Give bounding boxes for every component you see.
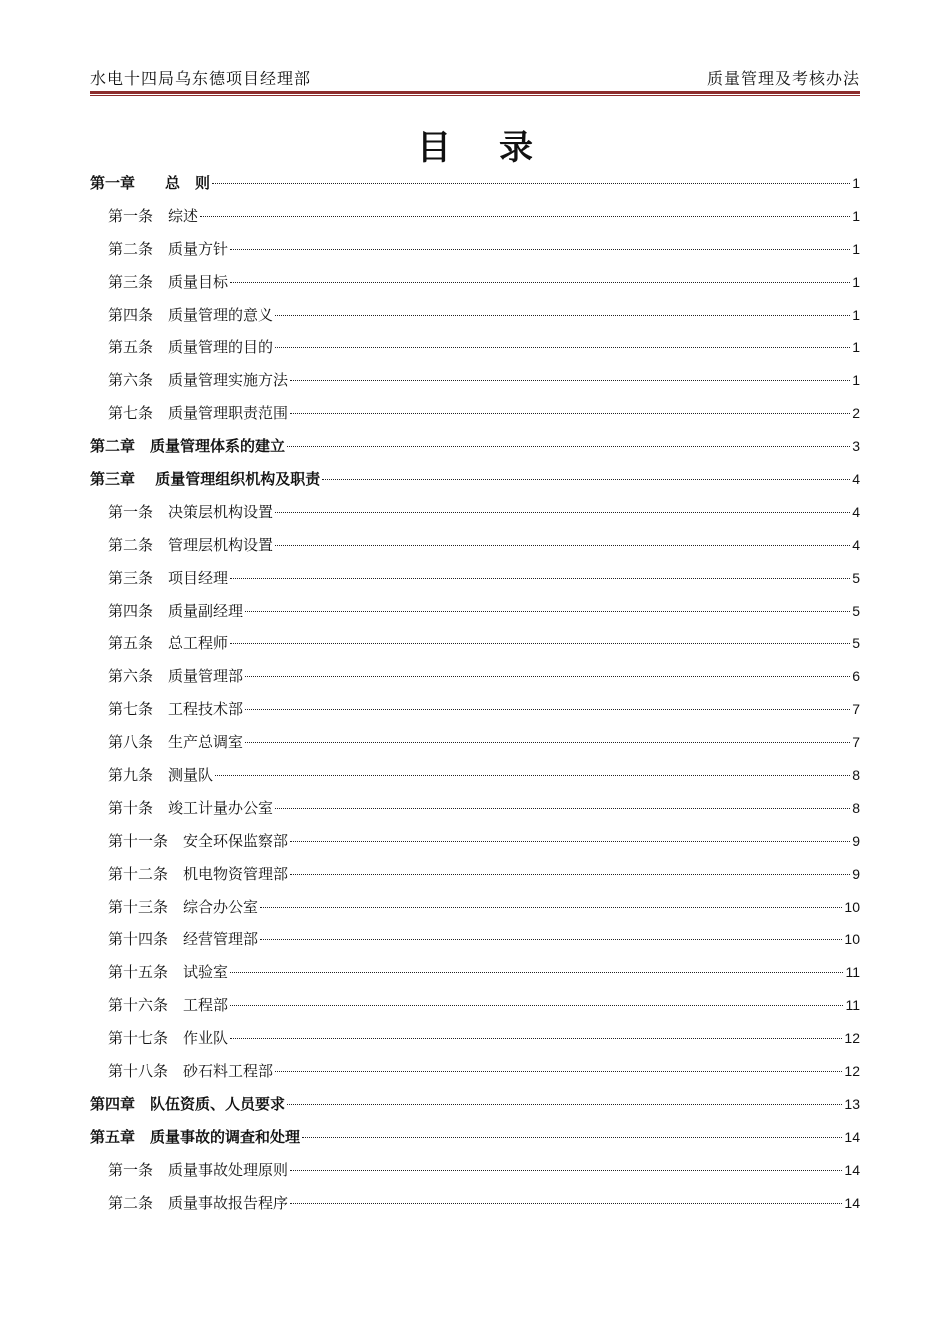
toc-entry-label: 第八条 生产总调室 — [108, 733, 244, 752]
toc-page-number: 3 — [852, 438, 860, 455]
toc-article-entry[interactable] — [90, 726, 860, 759]
toc-article-entry[interactable] — [90, 529, 860, 562]
toc-page-number: 8 — [852, 767, 860, 784]
toc-dot-leader — [290, 1203, 842, 1204]
toc-article-entry[interactable] — [90, 266, 860, 299]
toc-chapter-entry[interactable] — [90, 430, 860, 463]
toc-article-entry[interactable] — [90, 660, 860, 693]
toc-dot-leader — [287, 446, 850, 447]
table-of-contents — [90, 167, 860, 1220]
toc-page-number: 14 — [844, 1128, 860, 1145]
toc-dot-leader — [245, 709, 850, 710]
toc-entry-label: 第五条 总工程师 — [108, 634, 229, 653]
toc-chapter-entry[interactable] — [90, 1088, 860, 1121]
toc-page-number: 7 — [852, 701, 860, 718]
toc-dot-leader — [230, 578, 850, 579]
toc-entry-label: 第二章 质量管理体系的建立 — [90, 437, 286, 456]
toc-page-number: 12 — [844, 1030, 860, 1047]
toc-page-number: 1 — [852, 339, 860, 356]
toc-article-entry[interactable] — [90, 1187, 860, 1220]
toc-page-number: 14 — [844, 1194, 860, 1211]
toc-dot-leader — [230, 1005, 843, 1006]
toc-dot-leader — [290, 841, 850, 842]
toc-dot-leader — [275, 808, 850, 809]
toc-dot-leader — [260, 907, 842, 908]
toc-article-entry[interactable] — [90, 891, 860, 924]
toc-dot-leader — [230, 643, 850, 644]
toc-article-entry[interactable] — [90, 759, 860, 792]
toc-article-entry[interactable] — [90, 956, 860, 989]
toc-entry-label: 第六条 质量管理部 — [108, 667, 244, 686]
toc-article-entry[interactable] — [90, 792, 860, 825]
toc-page-number: 4 — [852, 471, 860, 488]
toc-article-entry[interactable] — [90, 562, 860, 595]
toc-chapter-entry[interactable] — [90, 167, 860, 200]
toc-page-number: 1 — [852, 306, 860, 323]
toc-chapter-entry[interactable] — [90, 463, 860, 496]
toc-dot-leader — [290, 1170, 842, 1171]
toc-dot-leader — [275, 545, 850, 546]
toc-entry-label: 第四章 队伍资质、人员要求 — [90, 1094, 286, 1113]
toc-entry-label: 第二条 质量事故报告程序 — [108, 1193, 289, 1212]
toc-entry-label: 第五条 质量管理的目的 — [108, 338, 274, 357]
toc-entry-label: 第六条 质量管理实施方法 — [108, 371, 289, 390]
toc-article-entry[interactable] — [90, 693, 860, 726]
toc-page-number: 14 — [844, 1161, 860, 1178]
toc-entry-label: 第九条 测量队 — [108, 766, 214, 785]
toc-entry-label: 第二条 管理层机构设置 — [108, 535, 274, 554]
toc-heading: 目录 — [417, 128, 581, 168]
page-header — [90, 66, 860, 92]
toc-entry-label: 第十四条 经营管理部 — [108, 930, 259, 949]
toc-dot-leader — [215, 775, 850, 776]
toc-dot-leader — [245, 676, 850, 677]
toc-entry-label: 第一条 决策层机构设置 — [108, 502, 274, 521]
toc-dot-leader — [322, 479, 850, 480]
toc-dot-leader — [275, 315, 850, 316]
toc-page-number: 10 — [844, 931, 860, 948]
toc-article-entry[interactable] — [90, 923, 860, 956]
toc-entry-label: 第二条 质量方针 — [108, 239, 229, 258]
toc-dot-leader — [287, 1104, 842, 1105]
toc-article-entry[interactable] — [90, 858, 860, 891]
toc-dot-leader — [275, 512, 850, 513]
toc-entry-label: 第三条 质量目标 — [108, 272, 229, 291]
toc-page-number: 2 — [852, 405, 860, 422]
toc-article-entry[interactable] — [90, 1055, 860, 1088]
toc-article-entry[interactable] — [90, 496, 860, 529]
toc-dot-leader — [245, 742, 850, 743]
toc-dot-leader — [230, 1038, 842, 1039]
toc-dot-leader — [230, 972, 843, 973]
toc-dot-leader — [275, 1071, 842, 1072]
toc-entry-label: 第十七条 作业队 — [108, 1029, 229, 1048]
toc-dot-leader — [290, 874, 850, 875]
header-rule-thin — [90, 95, 860, 96]
toc-entry-label: 第三章 质量管理组织机构及职责 — [90, 470, 321, 489]
toc-entry-label: 第三条 项目经理 — [108, 568, 229, 587]
toc-page-number: 5 — [852, 569, 860, 586]
toc-entry-label: 第四条 质量副经理 — [108, 601, 244, 620]
toc-entry-label: 第七条 工程技术部 — [108, 700, 244, 719]
toc-dot-leader — [260, 939, 842, 940]
toc-article-entry[interactable] — [90, 1022, 860, 1055]
toc-entry-label: 第五章 质量事故的调查和处理 — [90, 1127, 301, 1146]
toc-entry-label: 第一条 质量事故处理原则 — [108, 1160, 289, 1179]
toc-dot-leader — [302, 1137, 842, 1138]
toc-entry-label: 第四条 质量管理的意义 — [108, 305, 274, 324]
header-organization: 水电十四局乌东德项目经理部 — [90, 69, 312, 88]
toc-chapter-entry[interactable] — [90, 1121, 860, 1154]
toc-page-number: 12 — [844, 1063, 860, 1080]
toc-dot-leader — [245, 611, 850, 612]
toc-page-number: 8 — [852, 799, 860, 816]
toc-dot-leader — [275, 347, 850, 348]
toc-dot-leader — [212, 183, 850, 184]
toc-dot-leader — [290, 413, 850, 414]
toc-page-number: 5 — [852, 602, 860, 619]
toc-entry-label: 第十二条 机电物资管理部 — [108, 864, 289, 883]
toc-page-number: 6 — [852, 668, 860, 685]
toc-entry-label: 第一章 总 则 — [90, 174, 211, 192]
toc-article-entry[interactable] — [90, 331, 860, 364]
toc-page-number: 5 — [852, 635, 860, 652]
toc-page-number: 1 — [852, 372, 860, 389]
toc-entry-label: 第一条 综述 — [108, 206, 199, 225]
toc-page-number: 9 — [852, 865, 860, 882]
toc-article-entry[interactable] — [90, 299, 860, 332]
toc-article-entry[interactable] — [90, 200, 860, 233]
toc-entry-label: 第七条 质量管理职责范围 — [108, 404, 289, 423]
toc-page-number: 11 — [845, 964, 860, 981]
toc-dot-leader — [200, 216, 850, 217]
toc-article-entry[interactable] — [90, 627, 860, 660]
toc-page-number: 1 — [852, 273, 860, 290]
toc-article-entry[interactable] — [90, 825, 860, 858]
toc-page-number: 1 — [852, 207, 860, 224]
toc-entry-label: 第十三条 综合办公室 — [108, 897, 259, 916]
toc-entry-label: 第十八条 砂石料工程部 — [108, 1062, 274, 1081]
toc-page-number: 1 — [852, 240, 860, 257]
toc-page-number: 13 — [844, 1095, 860, 1112]
toc-page-number: 9 — [852, 832, 860, 849]
toc-article-entry[interactable] — [90, 1154, 860, 1187]
toc-dot-leader — [290, 380, 850, 381]
toc-article-entry[interactable] — [90, 397, 860, 430]
toc-dot-leader — [230, 249, 850, 250]
toc-page-number: 4 — [852, 503, 860, 520]
header-rule-thick — [90, 91, 860, 94]
toc-page-number: 11 — [845, 997, 860, 1014]
toc-entry-label: 第十六条 工程部 — [108, 996, 229, 1015]
toc-entry-label: 第十五条 试验室 — [108, 963, 229, 982]
toc-page-number: 1 — [852, 175, 860, 191]
toc-dot-leader — [230, 282, 850, 283]
toc-entry-label: 第十条 竣工计量办公室 — [108, 798, 274, 817]
toc-article-entry[interactable] — [90, 364, 860, 397]
toc-article-entry[interactable] — [90, 595, 860, 628]
toc-page-number: 10 — [844, 898, 860, 915]
toc-article-entry[interactable] — [90, 989, 860, 1022]
toc-entry-label: 第十一条 安全环保监察部 — [108, 831, 289, 850]
header-document-title: 质量管理及考核办法 — [706, 69, 860, 88]
toc-page-number: 7 — [852, 734, 860, 751]
toc-article-entry[interactable] — [90, 233, 860, 266]
toc-page-number: 4 — [852, 536, 860, 553]
